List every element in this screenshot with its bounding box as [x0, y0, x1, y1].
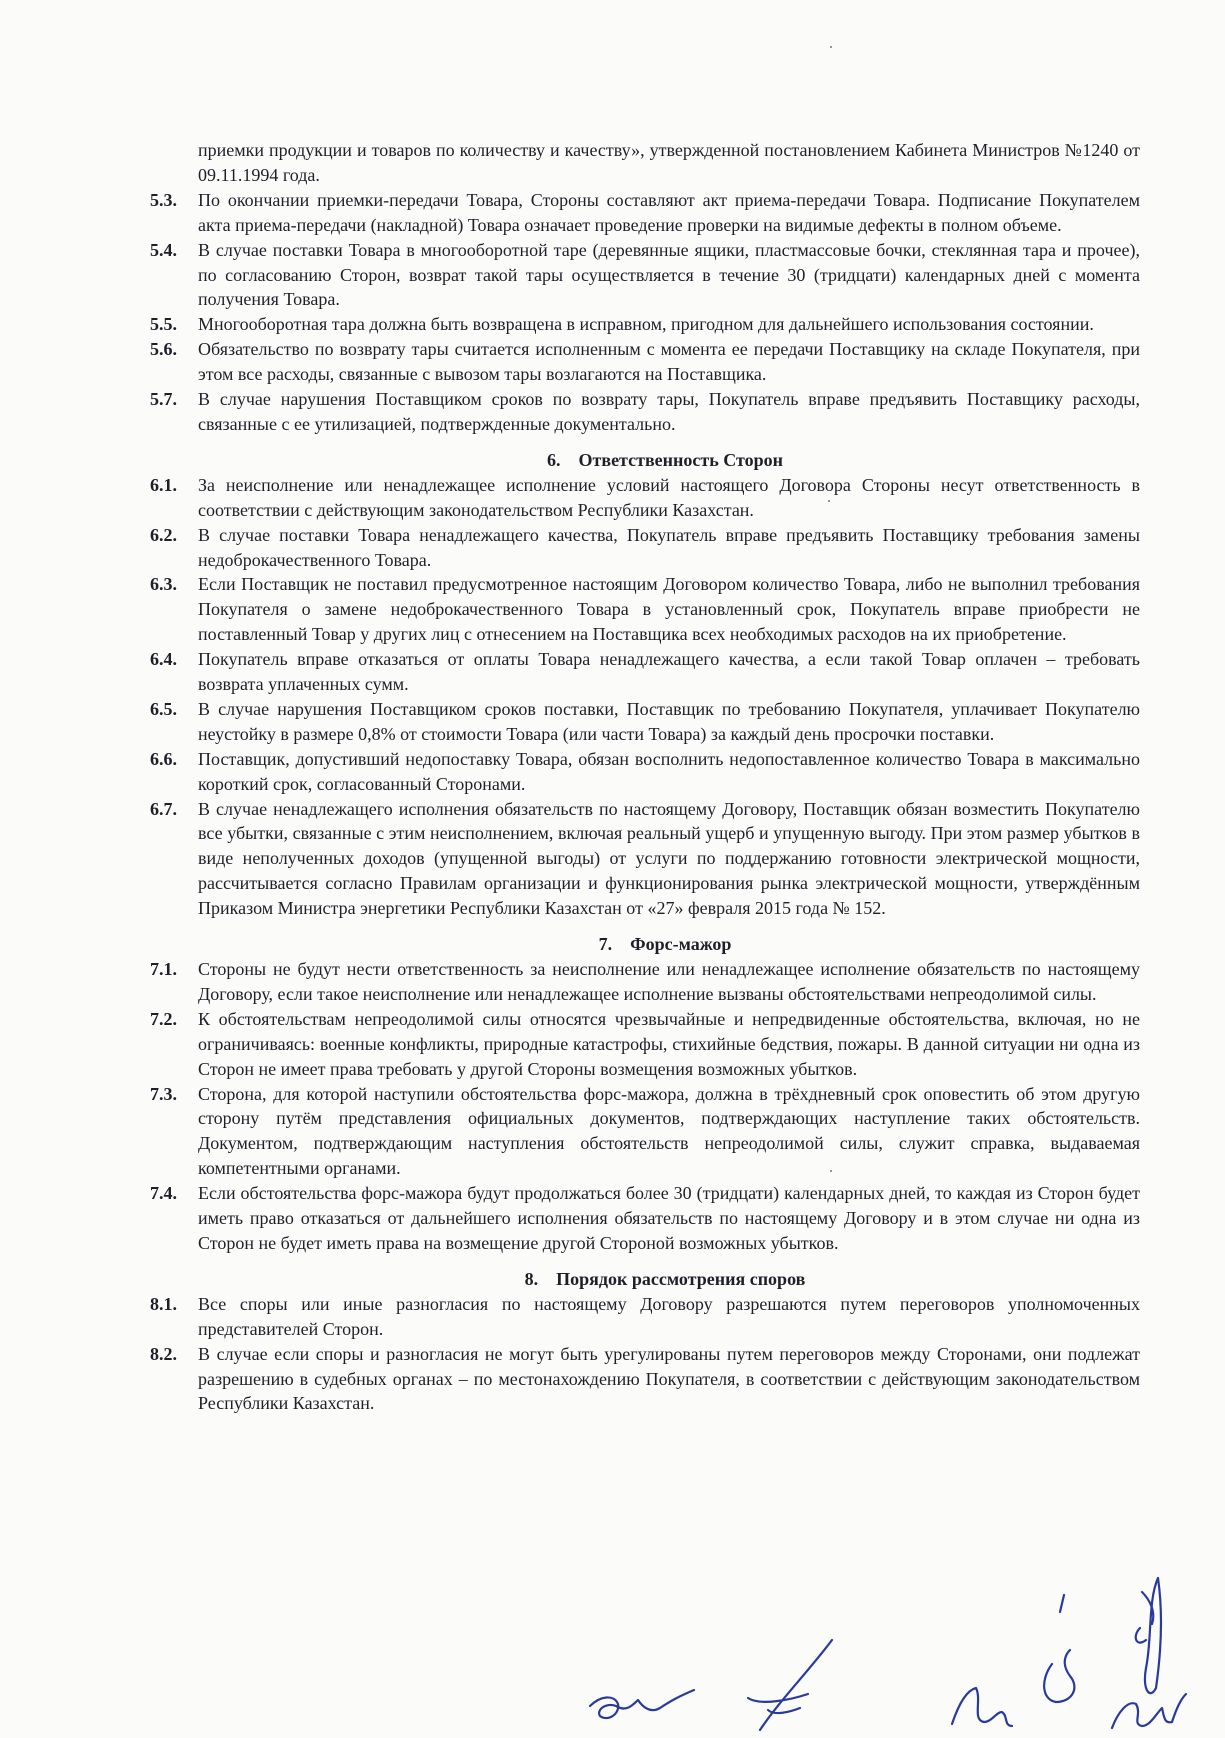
signature-one [590, 1690, 694, 1718]
clause-number: 7.3. [150, 1083, 177, 1104]
clause-text: В случае если споры и разногласия не могут быть урегулированы путем переговоров между Сторонами, они подлежат разрешению в судебных органах – по местонахождению Покупателя, в соответствии с действующим законодательством Республики Казахстан. [198, 1343, 1140, 1414]
document-body [150, 138, 1140, 1416]
clause-6-5 [150, 697, 1140, 747]
clause-text: Обязательство по возврату тары считается исполненным с момента ее передачи Поставщику на складе Покупателя, при этом все расходы, связанные с вывозом тары возлагаются на Поставщика. [198, 339, 1140, 385]
clause-number: 5.5. [150, 314, 177, 335]
clause-number: 6.7. [150, 798, 177, 819]
clause-text: В случае поставки Товара в многооборотной таре (деревянные ящики, пластмассовые бочки, стеклянная тара и прочее), по согласованию Сторон, возврат такой тары осуществляется в течение 30 (тридцати) календарных дней с момента получения Товара. [198, 239, 1140, 310]
clause-number: 8.1. [150, 1293, 177, 1314]
clause-text: Если обстоятельства форс-мажора будут продолжаться более 30 (тридцати) календарных дней, то каждая из Сторон будет иметь право отказаться от дальнейшего исполнения обязательств по настоящему Договору и в этом случае ни одна из Сторон не будет иметь права на возмещение другой Стороной возможных убытков. [198, 1183, 1140, 1253]
section-heading: Форс-мажор [630, 934, 732, 955]
section-number: 6. [547, 449, 561, 470]
clause-text: В случае нарушения Поставщиком сроков поставки, Поставщик по требованию Покупателя, уплачивает Покупателю неустойку в размере 0,8% от стоимости Товара (или части Товара) за каждый день просрочки поставки. [198, 698, 1140, 744]
clause-6-6 [150, 747, 1140, 797]
clause-6-2 [150, 523, 1140, 573]
clause-5-3 [150, 188, 1140, 238]
clause-7-3 [150, 1082, 1140, 1182]
clause-7-2 [150, 1007, 1140, 1082]
clause-text: Сторона, для которой наступили обстоятельства форс-мажора, должна в трёхдневный срок оповестить об этом другую сторону путём представления официальных документов, подтверждающих наступление таких обстоятельств. Документом, подтверждающим наступления обстоятельств непреодолимой силы, служит справка, выдаваемая компетентными органами. [198, 1083, 1140, 1179]
clause-5-6 [150, 337, 1140, 387]
clause-number: 5.7. [150, 389, 177, 410]
clause-7-4 [150, 1181, 1140, 1256]
clause-5-5 [150, 312, 1140, 337]
signature-tick [1060, 1595, 1064, 1612]
clause-number: 5.4. [150, 239, 177, 260]
clause-text: Стороны не будут нести ответственность за неисполнение или ненадлежащее исполнение обязательств по настоящему Договору, если такое неисполнение или ненадлежащее исполнение вызваны обстоятельствами непреодолимой силы. [198, 959, 1140, 1004]
section-heading: Ответственность Сторон [578, 449, 783, 470]
clause-text: К обстоятельствам непреодолимой силы относятся чрезвычайные и непредвиденные обстоятельства, включая, но не ограничиваясь: военные конфликты, природные катастрофы, стихийные бедствия, пожары. В данной ситуации ни одна из Сторон не имеет права требовать у другой Стороны возмещения возможных убытков. [198, 1008, 1140, 1079]
clause-number: 6.6. [150, 748, 177, 769]
clause-number: 5.3. [150, 189, 177, 210]
scan-speck [830, 1170, 832, 1172]
section-6-title [150, 448, 1140, 473]
clause-5-7 [150, 387, 1140, 437]
clause-number: 6.2. [150, 524, 177, 545]
clause-text: По окончании приемки-передачи Товара, Стороны составляют акт приема-передачи Товара. Подписание Покупателем акта приема-передачи (накладной) Товара означает проведение проверки на видимые дефекты в полном объеме. [198, 189, 1140, 235]
clause-number: 7.2. [150, 1008, 177, 1029]
section-number: 7. [598, 934, 613, 955]
clause-text: В случае ненадлежащего исполнения обязательств по настоящему Договору, Поставщик обязан возместить Покупателю все убытки, связанные с этим неисполнением, включая реальный ущерб и упущенную выгоду. При этом размер убытков в виде неполученных доходов (упущенной выгоды) от услуги по поддержанию готовности электрической мощности, рассчитывается согласно Правилам организации и функционирования рынка электрической мощности, утверждённым Приказом Министра энергетики Республики Казахстан от «27» февраля 2015 года № 152. [198, 798, 1140, 919]
clause-text: Покупатель вправе отказаться от оплаты Товара ненадлежащего качества, а если такой Товар оплачен – требовать возврата уплаченных сумм. [198, 649, 1140, 695]
scan-speck [830, 46, 832, 48]
section-8-title [150, 1267, 1140, 1292]
signature-three [952, 1688, 1012, 1726]
clause-6-7 [150, 797, 1140, 922]
clause-number: 6.5. [150, 698, 177, 719]
clause-6-1 [150, 473, 1140, 523]
clause-number: 8.2. [150, 1343, 177, 1364]
scan-speck [828, 500, 830, 502]
clause-text: В случае поставки Товара ненадлежащего качества, Покупатель вправе предъявить Поставщику требования замены недоброкачественного Товара. [198, 524, 1140, 570]
section-number: 8. [524, 1268, 539, 1289]
clause-text: Многооборотная тара должна быть возвращена в исправном, пригодном для дальнейшего использования состоянии. [198, 314, 1094, 335]
section-heading: Порядок рассмотрения споров [556, 1268, 806, 1289]
continuation-text: приемки продукции и товаров по количеству и качеству», утвержденной постановлением Кабинета Министров №1240 от 09.11.1994 года. [198, 140, 1140, 185]
clause-number: 6.1. [150, 474, 177, 495]
clause-8-2 [150, 1342, 1140, 1417]
signature-initials [1136, 1578, 1161, 1693]
clause-text: Все споры или иные разногласия по настоящему Договору разрешаются путем переговоров уполномоченных представителей Сторон. [198, 1293, 1140, 1339]
section-7-title [150, 932, 1140, 957]
clause-number: 5.6. [150, 339, 177, 360]
clause-number: 6.4. [150, 649, 177, 670]
clause-8-1 [150, 1292, 1140, 1342]
signature-five [1112, 1694, 1186, 1728]
signature-four [1044, 1650, 1074, 1702]
clause-text: В случае нарушения Поставщиком сроков по возврату тары, Покупатель вправе предъявить Поставщику расходы, связанные с ее утилизацией, подтвержденные документально. [198, 389, 1140, 434]
signature-mark [1142, 1592, 1153, 1624]
clause-7-1 [150, 957, 1140, 1007]
signature-two [748, 1640, 832, 1730]
clause-text: Если Поставщик не поставил предусмотренное настоящим Договором количество Товара, либо не выполнил требования Покупателя о замене недоброкачественного Товара в установленный срок, Покупатель вправе приобрести не поставленный Товар у других лиц с отнесением на Поставщика всех необходимых расходов на их приобретение. [198, 574, 1140, 645]
clause-5-4 [150, 238, 1140, 313]
clause-text: За неисполнение или ненадлежащее исполнение условий настоящего Договора Стороны несут ответственность в соответствии с действующим законодательством Республики Казахстан. [198, 474, 1140, 520]
clause-6-3 [150, 572, 1140, 647]
clause-number: 7.1. [150, 959, 177, 979]
clause-number: 6.3. [150, 574, 177, 595]
clause-number: 7.4. [150, 1183, 177, 1204]
clause-text: Поставщик, допустивший недопоставку Товара, обязан восполнить недопоставленное количество Товара в максимально короткий срок, согласованный Сторонами. [198, 748, 1140, 794]
clause-6-4 [150, 647, 1140, 697]
